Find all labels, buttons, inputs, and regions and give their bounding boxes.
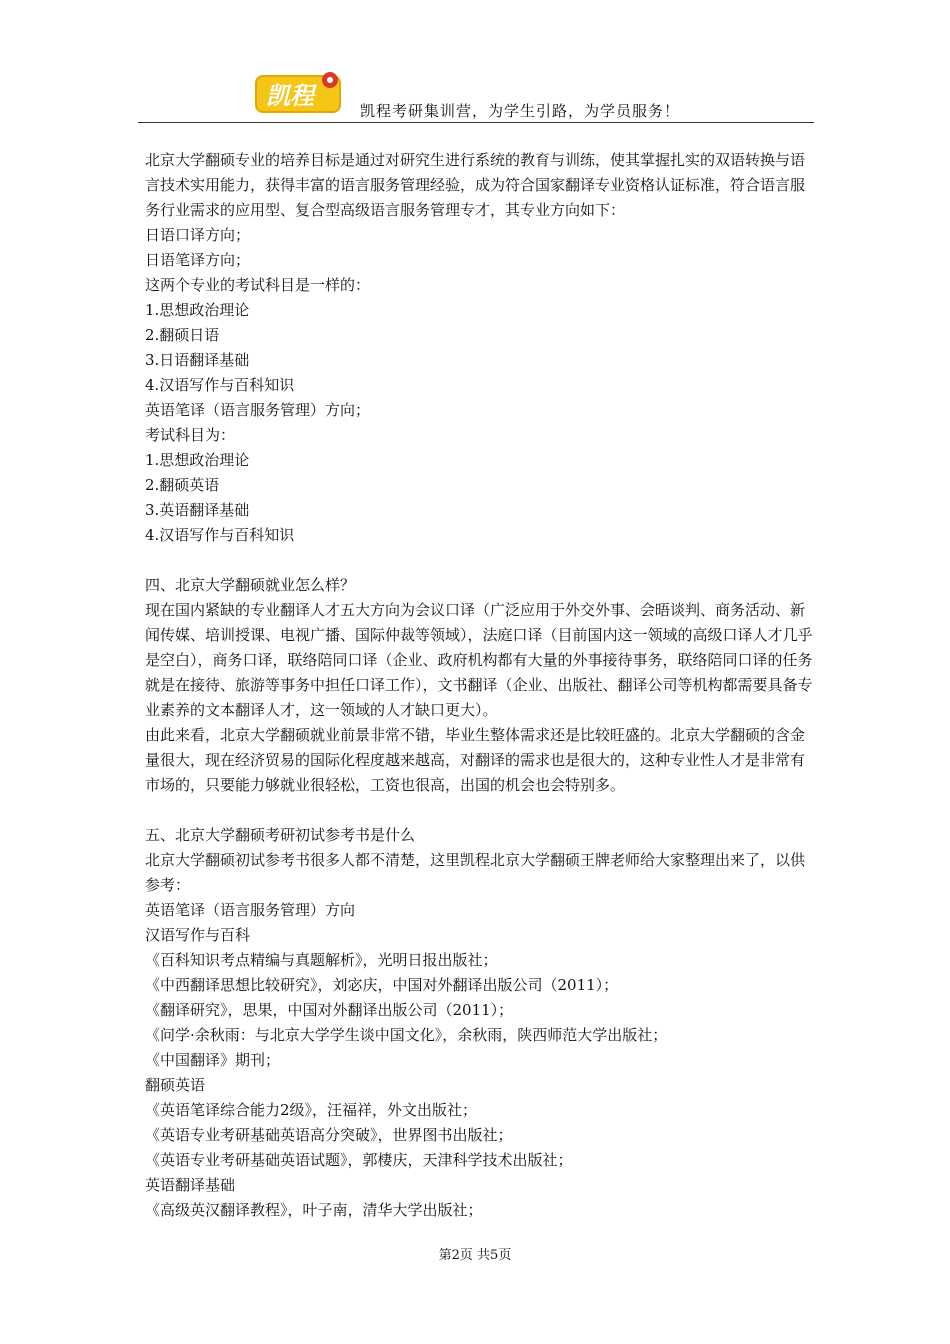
list-item: 1.思想政治理论	[145, 301, 250, 319]
book-list-item: 《中国翻译》期刊；	[145, 1051, 281, 1069]
list-item: 4.汉语写作与百科知识	[145, 526, 295, 544]
book-list-item: 翻硕英语	[145, 1076, 206, 1094]
list-item: 1.思想政治理论	[145, 451, 250, 469]
kaicheng-logo	[254, 66, 344, 118]
intro-paragraph: 北京大学翻硕专业的培养目标是通过对研究生进行系统的教育与训练，使其掌握扎实的双语转换与语言技术实用能力，获得丰富的语言服务管理经验，成为符合国家翻译专业资格认证标准，符合语言服务行业需求的应用型、复合型高级语言服务管理专才，其专业方向如下：	[145, 151, 806, 219]
outlook-paragraph: 由此来看，北京大学翻硕就业前景非常不错，毕业生整体需求还是比较旺盛的。北京大学翻硕的含金量很大，现在经济贸易的国际化程度越来越高，对翻译的需求也是很大的，这种专业性人才是非常有市场的，只要能力够就业很轻松，工资也很高，出国的机会也会特别多。	[145, 726, 806, 794]
book-list-item: 《英语笔译综合能力2级》，汪福祥，外文出版社；	[145, 1101, 478, 1119]
book-list-item: 《翻译研究》，思果，中国对外翻译出版公司（2011）；	[145, 1001, 514, 1019]
book-list-item: 《高级英汉翻译教程》，叶子南，清华大学出版社；	[145, 1201, 483, 1219]
book-list-item: 《百科知识考点精编与真题解析》，光明日报出版社；	[145, 951, 498, 969]
page-number: 第2页 共5页	[438, 1248, 512, 1263]
page-header	[138, 60, 814, 123]
book-list-item: 《英语专业考研基础英语试题》，郭棲庆，天津科学技术出版社；	[145, 1151, 573, 1169]
list-item: 4.汉语写作与百科知识	[145, 376, 295, 394]
book-list-item: 《英语专业考研基础英语高分突破》，世界图书出版社；	[145, 1126, 513, 1144]
list-item: 英语笔译（语言服务管理）方向；	[145, 401, 371, 419]
employment-paragraph: 现在国内紧缺的专业翻译人才五大方向为会议口译（广泛应用于外交外事、会晤谈判、商务活动、新闻传媒、培训授课、电视广播、国际仲裁等领域），法庭口译（目前国内这一领域的高级口译人才几乎是空白），商务口译，联络陪同口译（企业、政府机构都有大量的外事接待事务，联络陪同口译的任务就是在接待、旅游等事务中担任口译工作），文书翻译（企业、出版社、翻译公司等机构都需要具备专业素养的文本翻译人才，这一领域的人才缺口更大）。	[145, 601, 813, 719]
list-item: 2.翻硕日语	[145, 326, 220, 344]
books-intro-paragraph: 北京大学翻硕初试参考书很多人都不清楚，这里凯程北京大学翻硕王牌老师给大家整理出来了，以供参考：	[145, 851, 806, 894]
list-item: 日语笔译方向；	[145, 251, 251, 269]
list-item: 3.日语翻译基础	[145, 351, 250, 369]
list-item: 考试科目为：	[145, 426, 236, 444]
document-body	[145, 148, 815, 1223]
book-list-item: 《问学·余秋雨：与北京大学学生谈中国文化》，余秋雨，陕西师范大学出版社；	[145, 1026, 668, 1044]
header-slogan: 凯程考研集训营，为学生引路，为学员服务！	[360, 102, 681, 120]
list-item: 日语口译方向；	[145, 226, 251, 244]
svg-text:凯程: 凯程	[266, 82, 314, 110]
book-list-item: 英语笔译（语言服务管理）方向	[145, 901, 356, 919]
book-list-item: 《中西翻译思想比较研究》，刘宓庆，中国对外翻译出版公司（2011）；	[145, 976, 619, 994]
section-heading: 五、北京大学翻硕考研初试参考书是什么	[145, 826, 416, 844]
section-heading: 四、北京大学翻硕就业怎么样？	[145, 576, 356, 594]
book-list-item: 英语翻译基础	[145, 1176, 236, 1194]
list-item: 2.翻硕英语	[145, 476, 220, 494]
list-item: 3.英语翻译基础	[145, 501, 250, 519]
book-list-item: 汉语写作与百科	[145, 926, 251, 944]
list-item: 这两个专业的考试科目是一样的：	[145, 276, 371, 294]
